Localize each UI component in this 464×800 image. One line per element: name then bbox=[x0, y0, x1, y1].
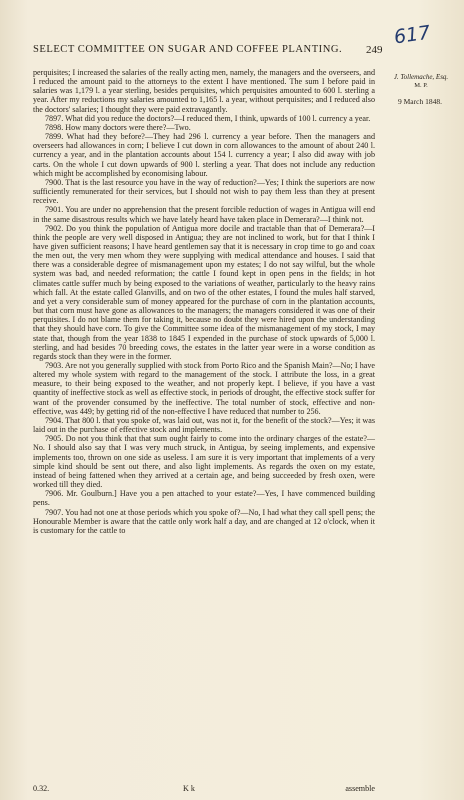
witness-title: M. P. bbox=[414, 82, 428, 89]
running-header: SELECT COMMITTEE ON SUGAR AND COFFEE PLANTING. bbox=[33, 44, 343, 55]
sheet-number: 0.32. bbox=[33, 784, 50, 793]
paragraph: 7903. Are not you generally supplied with stock from Porto Rico and the Spanish Main?—No; I have altered my whole system with regard to the management of the stock. I attribute the loss, in a great measure, to their being exposed to the weather, and not properly kept. I believe, if you have a vast quantity of ineffective stock as well as effective stock, in periods of drought, the effective stock suffer for want of the provender consumed by the ineffective. The total number of stock, effective and non-effective, was 449; by getting rid of the non-effective I have reduced that number to 256. bbox=[33, 361, 375, 416]
paragraph: 7901. You are under no apprehension that the present forcible reduction of wages in Antigua will end in the same disastrous results which we have lately heard have taken place in Demerara?—I think not. bbox=[33, 205, 375, 224]
paragraph: 7898. How many doctors were there?—Two. bbox=[45, 122, 191, 132]
paragraph: perquisites; I increased the salaries of the really acting men, namely, the managers and the overseers, and I reduced the amount paid to the attorneys to the extent I have mentioned. The sum I before paid in salaries was 1,179 l. a year sterling, besides perquisites, which perquisites amounted to 600 l. sterling a year. After my reductions my salaries amounted to 1,165 l. a year, without perquisites; and I reduced also the doctors' salaries; I thought they were paid extravagantly. bbox=[33, 68, 375, 114]
paragraph: 7900. That is the last resource you have in the way of reduction?—Yes; I think the superiors are now sufficiently remunerated for their services, but I should not wish to pay them less than they at present receive. bbox=[33, 177, 375, 206]
paragraph: 7907. You had not one at those periods which you spoke of?—No, I had what they call spell pens; the Honourable Member is aware that the cattle only work half a day, and are changed at 12 o'clock, when it is customary for the cattle to bbox=[33, 507, 375, 535]
witness-name: J. Tollemache, Esq. bbox=[393, 73, 449, 81]
paragraph: 7899. What had they before?—They had 296 l. currency a year before. Then the managers and overseers had allowances in corn; I believe I cut down in corn allowances to the amount of about 240 l. currency a year, and in the plantation accounts about 154 l. currency a year; I also did away with job carts. On the whole I cut down upwards of 900 l. sterling a year. That does not include any reduction which might be accomplished by economising labour. bbox=[33, 132, 375, 178]
testimony-date: 9 March 1848. bbox=[398, 97, 442, 106]
signature-mark: K k bbox=[183, 784, 195, 793]
testimony-body bbox=[33, 68, 375, 535]
catchword: assemble bbox=[345, 784, 375, 793]
paragraph: 7906. Mr. Goulburn.] Have you a pen attached to your estate?—Yes, I have commenced building pens. bbox=[33, 489, 375, 508]
page-number: 249 bbox=[366, 44, 383, 56]
paragraph: 7897. What did you reduce the doctors?—I reduced them, I think, upwards of 100 l. currency a year. bbox=[45, 113, 371, 123]
paragraph: 7904. That 800 l. that you spoke of, was laid out, was not it, for the benefit of the stock?—Yes; it was laid out in the purchase of effective stock and implements. bbox=[33, 415, 375, 435]
paragraph: 7902. Do you think the population of Antigua more docile and tractable than that of Demerara?—I think the people are very well disposed in Antigua; they are not inclined to work, but for that I think I have given sufficient reasons; I have heard gentlemen say that it is necessary in crop time to go and coax the men out, the very men whom they were supplying with medical attendance and houses. I said that there was a considerable degree of mismanagement upon my estates; I do not say wilful, but the whole system was bad, and needed reformation; the cattle I found kept in open pens in the fields; in hot climates cattle suffer much by being exposed to the variations of weather, particularly to the heavy rains which fall. At the estate called Glanvills, and on two of the other estates, I found the mules half starved, and yet a very considerable sum of money appeared for the purchase of corn in the plantation accounts, but that corn must have gone as allowances to the managers; the managers considered it was one of their perquisites. I do not blame them for taking it, because no doubt they were hired upon the understanding that they should have corn. To give the Committee some idea of the mismanagement of my stock, I may state that, though from the year 1838 to 1845 I expended in the purchase of stock upwards of 5,000 l. sterling, and had besides 70 breeding cows, the estates in the latter year were in a worse condition as regards stock than they were in the former. bbox=[33, 223, 375, 361]
paragraph: 7905. Do not you think that that sum ought fairly to come into the ordinary charges of the estate?—No. I should also say that I was very much struck, in Antigua, by seeing implements, and expensive implements too, thrown on one side as useless. I am sure it is very important that implements of a very simple kind should be sent out there, and also light implements. As regards the oxen on my estate, instead of being fattened when they arrived at a certain age, and being succeeded by fresh oxen, were worked till they died. bbox=[33, 434, 375, 490]
handwritten-folio-number: 617 bbox=[392, 21, 432, 49]
